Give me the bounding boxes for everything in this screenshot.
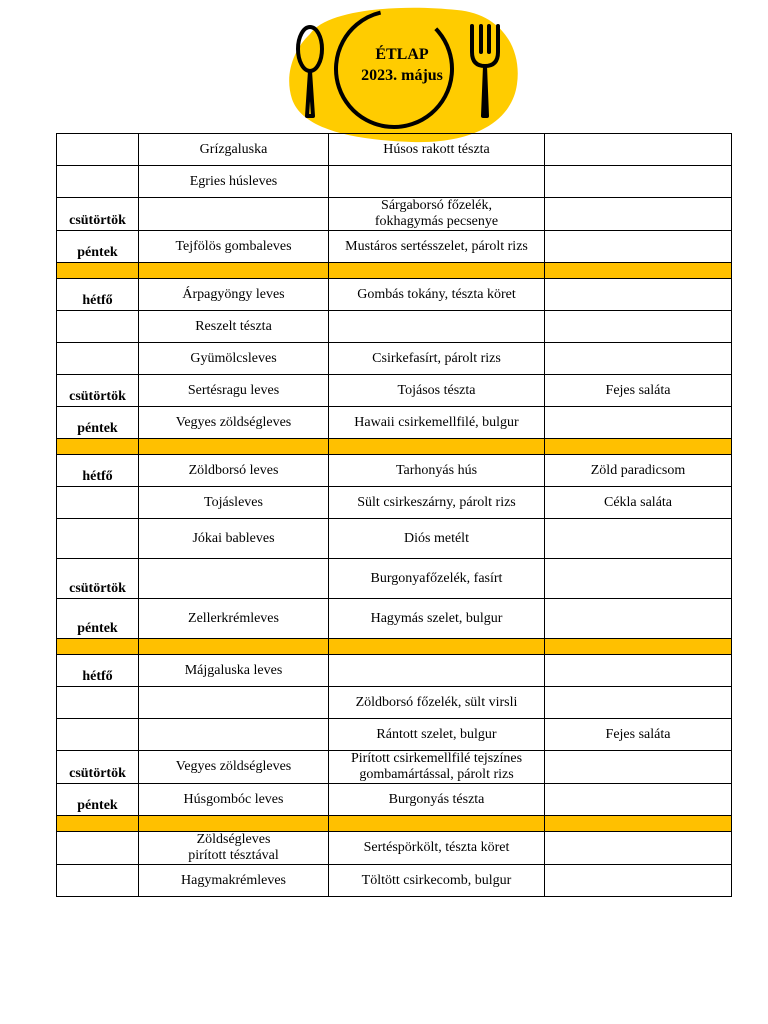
day-cell-text: hétfő [82, 469, 113, 484]
day-cell-text: csütörtök [69, 766, 126, 781]
table-row [57, 279, 732, 311]
separator-cell [545, 816, 732, 832]
table-row [57, 719, 732, 751]
main-cell-text: Diós metélt [404, 530, 469, 546]
soup-cell-text: Reszelt tészta [195, 318, 272, 334]
separator-cell [57, 439, 139, 455]
salad-cell [545, 407, 732, 439]
main-cell [329, 231, 545, 263]
week-separator [57, 439, 732, 455]
day-cell-text: csütörtök [69, 213, 126, 228]
separator-cell [57, 263, 139, 279]
soup-cell [139, 375, 329, 407]
soup-cell-text: Zöldborsó leves [188, 462, 279, 478]
day-cell-text: csütörtök [69, 389, 126, 404]
main-cell [329, 519, 545, 559]
soup-cell-text: Vegyes zöldségleves [175, 759, 292, 774]
table-row [57, 343, 732, 375]
table-row [57, 134, 732, 166]
main-cell-text: Sült csirkeszárny, párolt rizs [357, 494, 516, 510]
soup-cell [139, 407, 329, 439]
menu-title: ÉTLAP [375, 46, 429, 63]
table-row [57, 407, 732, 439]
salad-cell [545, 865, 732, 897]
table-row [57, 599, 732, 639]
soup-cell [139, 559, 329, 599]
separator-cell [139, 263, 329, 279]
soup-cell-text: Húsgombóc leves [183, 791, 284, 807]
soup-cell-text: Sertésragu leves [187, 382, 280, 398]
soup-cell-text: Árpagyöngy leves [182, 286, 285, 302]
main-cell [329, 375, 545, 407]
salad-cell-text: Fejes saláta [605, 382, 671, 398]
main-cell [329, 279, 545, 311]
separator-cell [57, 816, 139, 832]
day-cell [57, 487, 139, 519]
soup-cell [139, 166, 329, 198]
menu-subtitle: 2023. május [361, 67, 443, 84]
salad-cell [545, 751, 732, 784]
main-cell-text: Tojásos tészta [397, 382, 476, 398]
main-cell-text: Pirított csirkemellfilé tejszínes gombamártással, párolt rizs [350, 751, 523, 782]
soup-cell [139, 599, 329, 639]
main-cell [329, 559, 545, 599]
separator-cell [545, 263, 732, 279]
day-cell [57, 559, 139, 599]
table-row [57, 375, 732, 407]
table-row [57, 487, 732, 519]
soup-cell-text: Gyümölcsleves [190, 350, 277, 366]
soup-cell-text: Hagymakrémleves [181, 872, 286, 888]
main-cell [329, 407, 545, 439]
soup-cell [139, 719, 329, 751]
main-cell [329, 343, 545, 375]
main-cell [329, 719, 545, 751]
main-cell-text: Rántott szelet, bulgur [376, 726, 497, 742]
main-cell-text: Hawaii csirkemellfilé, bulgur [354, 414, 519, 430]
table-row [57, 655, 732, 687]
soup-cell [139, 751, 329, 784]
menu-logo [282, 4, 522, 144]
main-cell [329, 751, 545, 784]
day-cell [57, 455, 139, 487]
table-row [57, 832, 732, 865]
separator-cell [139, 816, 329, 832]
week-separator [57, 816, 732, 832]
salad-cell [545, 134, 732, 166]
soup-cell-text: Zöldségleves pirított tésztával [188, 832, 279, 863]
day-cell [57, 784, 139, 816]
day-cell [57, 751, 139, 784]
soup-cell-text: Tojásleves [204, 494, 263, 510]
soup-cell [139, 134, 329, 166]
salad-cell [545, 832, 732, 865]
main-cell-text: Burgonyafőzelék, fasírt [370, 570, 503, 586]
day-cell [57, 599, 139, 639]
soup-cell-text: Egries húsleves [189, 173, 278, 189]
main-cell-text: Csirkefasírt, párolt rizs [372, 350, 501, 366]
salad-cell [545, 655, 732, 687]
main-cell-text: Töltött csirkecomb, bulgur [361, 872, 512, 888]
table-row [57, 311, 732, 343]
main-cell [329, 487, 545, 519]
salad-cell [545, 311, 732, 343]
table-row [57, 198, 732, 231]
separator-cell [329, 816, 545, 832]
table-row [57, 166, 732, 198]
main-cell-text: Mustáros sertésszelet, párolt rizs [345, 238, 528, 254]
main-cell-text: Sárgaborsó főzelék, fokhagymás pecsenye [374, 198, 499, 229]
salad-cell [545, 166, 732, 198]
day-cell-text: péntek [77, 245, 118, 260]
salad-cell [545, 198, 732, 231]
day-cell-text: csütörtök [69, 581, 126, 596]
salad-cell [545, 343, 732, 375]
soup-cell [139, 311, 329, 343]
day-cell [57, 865, 139, 897]
soup-cell [139, 279, 329, 311]
day-cell [57, 231, 139, 263]
day-cell [57, 279, 139, 311]
soup-cell-text: Májgaluska leves [184, 662, 283, 678]
day-cell [57, 519, 139, 559]
salad-cell [545, 375, 732, 407]
soup-cell [139, 231, 329, 263]
main-cell-text: Tarhonyás hús [395, 462, 478, 478]
soup-cell [139, 784, 329, 816]
soup-cell [139, 687, 329, 719]
table-row [57, 687, 732, 719]
main-cell [329, 599, 545, 639]
day-cell [57, 134, 139, 166]
salad-cell [545, 487, 732, 519]
separator-cell [545, 439, 732, 455]
main-cell [329, 784, 545, 816]
separator-cell [139, 439, 329, 455]
main-cell-text: Burgonyás tészta [388, 791, 485, 807]
salad-cell [545, 599, 732, 639]
soup-cell-text: Vegyes zöldségleves [175, 414, 292, 430]
table-row [57, 751, 732, 784]
day-cell-text: hétfő [82, 293, 113, 308]
soup-cell [139, 455, 329, 487]
table-row [57, 865, 732, 897]
separator-cell [57, 639, 139, 655]
main-cell-text: Húsos rakott tészta [383, 141, 490, 157]
salad-cell [545, 455, 732, 487]
table-row [57, 455, 732, 487]
main-cell [329, 198, 545, 231]
salad-cell-text: Zöld paradicsom [590, 462, 686, 478]
day-cell-text: hétfő [82, 669, 113, 684]
day-cell [57, 343, 139, 375]
day-cell [57, 166, 139, 198]
salad-cell-text: Fejes saláta [605, 726, 671, 742]
soup-cell [139, 832, 329, 865]
menu-table [56, 133, 732, 897]
day-cell [57, 687, 139, 719]
day-cell [57, 375, 139, 407]
soup-cell-text: Tejfölös gombaleves [175, 238, 292, 254]
main-cell [329, 865, 545, 897]
soup-cell-text: Grízgaluska [199, 141, 268, 157]
day-cell-text: péntek [77, 798, 118, 813]
main-cell [329, 311, 545, 343]
separator-cell [139, 639, 329, 655]
salad-cell [545, 559, 732, 599]
soup-cell [139, 343, 329, 375]
separator-cell [545, 639, 732, 655]
day-cell [57, 311, 139, 343]
table-row [57, 519, 732, 559]
day-cell-text: péntek [77, 421, 118, 436]
main-cell [329, 455, 545, 487]
soup-cell-text: Jókai bableves [192, 530, 275, 546]
salad-cell-text: Cékla saláta [603, 494, 673, 510]
separator-cell [329, 639, 545, 655]
salad-cell [545, 784, 732, 816]
main-cell-text: Zöldborsó főzelék, sült virsli [355, 694, 518, 710]
main-cell [329, 166, 545, 198]
table-row [57, 559, 732, 599]
day-cell [57, 832, 139, 865]
soup-cell-text: Zellerkrémleves [188, 610, 279, 626]
day-cell [57, 655, 139, 687]
salad-cell [545, 719, 732, 751]
soup-cell [139, 519, 329, 559]
main-cell-text: Gombás tokány, tészta köret [357, 286, 516, 302]
salad-cell [545, 279, 732, 311]
soup-cell [139, 487, 329, 519]
main-cell-text: Sertéspörkölt, tészta köret [363, 840, 510, 855]
week-separator [57, 263, 732, 279]
soup-cell [139, 655, 329, 687]
main-cell [329, 655, 545, 687]
main-cell [329, 134, 545, 166]
day-cell [57, 407, 139, 439]
day-cell [57, 719, 139, 751]
main-cell-text: Hagymás szelet, bulgur [370, 610, 503, 626]
table-row [57, 784, 732, 816]
main-cell [329, 832, 545, 865]
salad-cell [545, 687, 732, 719]
salad-cell [545, 519, 732, 559]
separator-cell [329, 263, 545, 279]
day-cell-text: péntek [77, 621, 118, 636]
day-cell [57, 198, 139, 231]
salad-cell [545, 231, 732, 263]
table-row [57, 231, 732, 263]
separator-cell [329, 439, 545, 455]
soup-cell [139, 865, 329, 897]
main-cell [329, 687, 545, 719]
soup-cell [139, 198, 329, 231]
week-separator [57, 639, 732, 655]
